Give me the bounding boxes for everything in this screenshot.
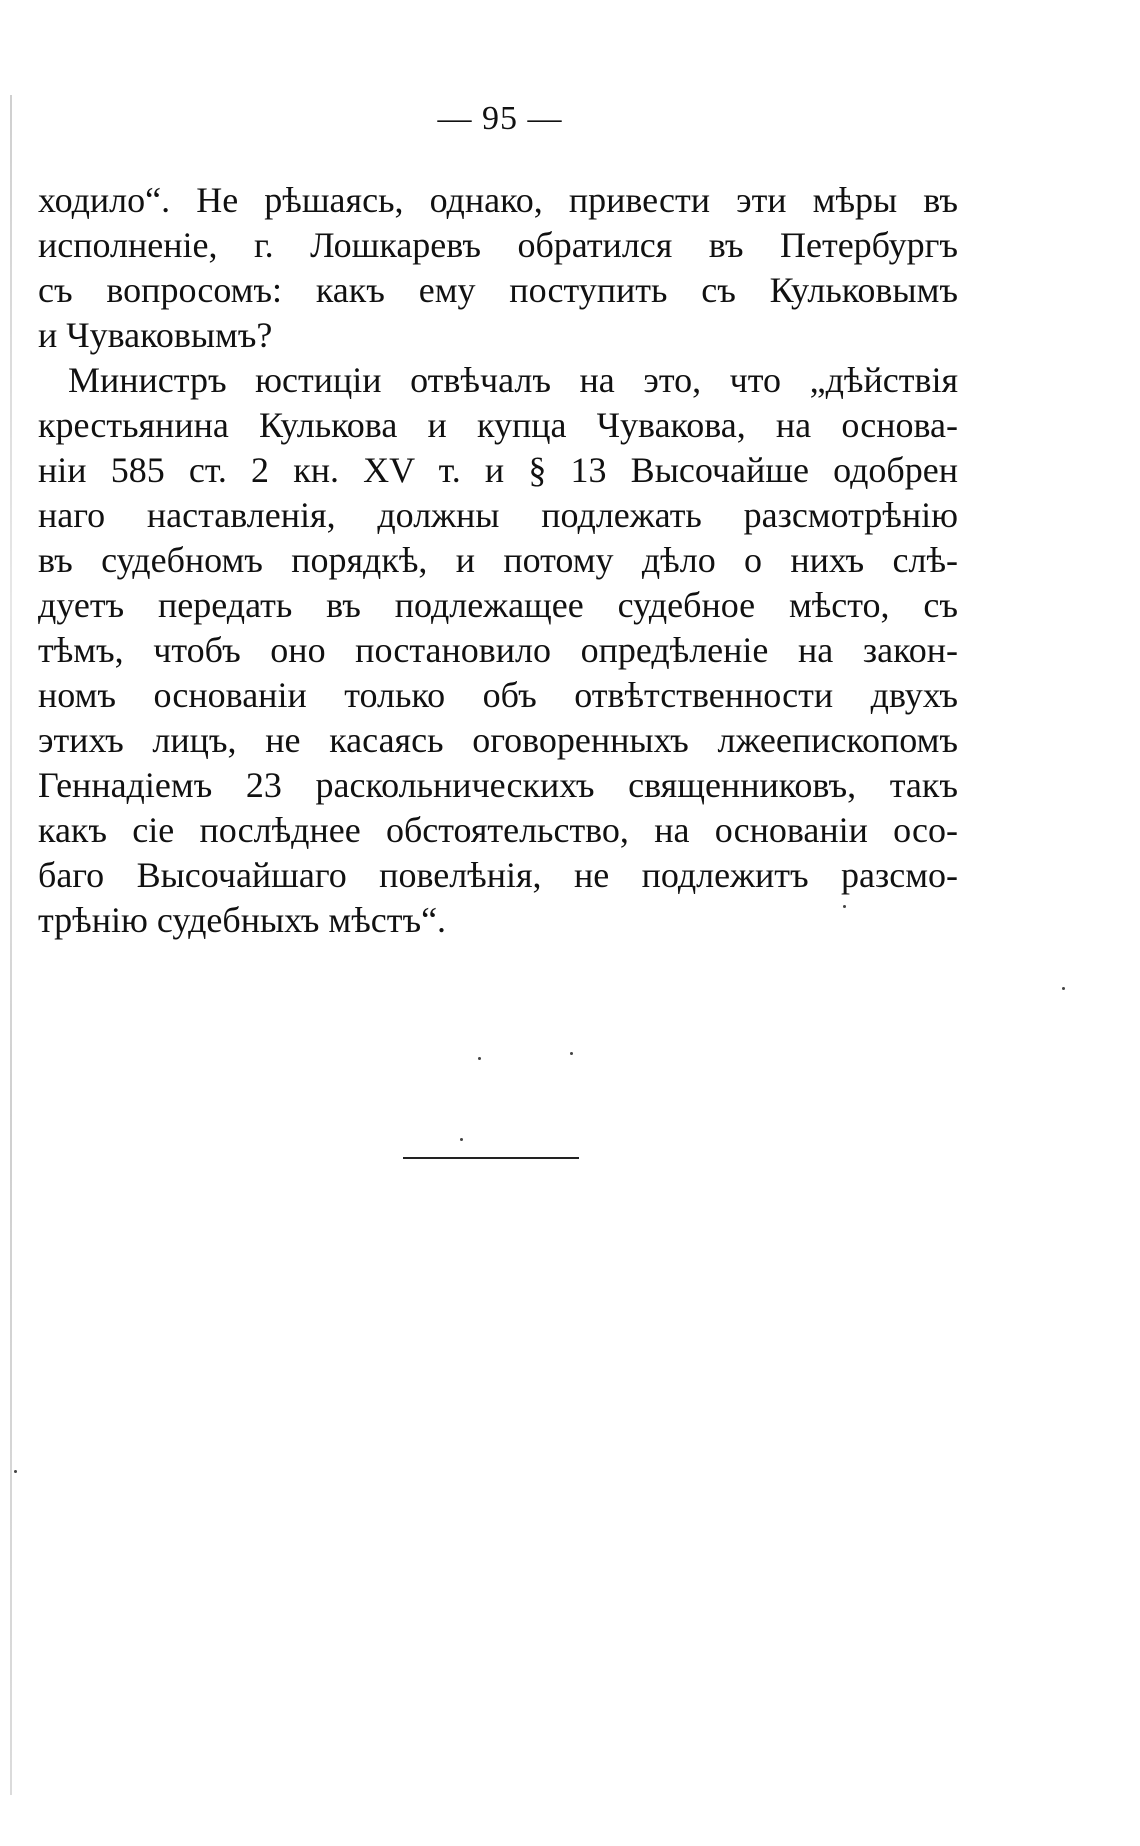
text-line: этихъ лицъ, не касаясь оговоренныхъ лжеепископомъ: [38, 720, 958, 760]
text-line: баго Высочайшаго повелѣнія, не подлежитъ разсмо-: [38, 855, 958, 895]
text-line: крестьянина Кулькова и купца Чувакова, на основа-: [38, 405, 958, 445]
text-line: исполненіе, г. Лошкаревъ обратился въ Петербургъ: [38, 225, 958, 265]
text-line: трѣнію судебныхъ мѣстъ“.: [38, 900, 447, 940]
page-edge-shadow: [10, 95, 12, 1795]
text-line: и Чуваковымъ?: [38, 315, 273, 355]
print-speck: [14, 1470, 17, 1473]
text-line: ніи 585 ст. 2 кн. XV т. и § 13 Высочайше одобрен: [38, 450, 958, 490]
text-line: ходило“. Не рѣшаясь, однако, привести эти мѣры въ: [38, 180, 958, 220]
print-speck: [478, 1057, 481, 1060]
print-speck: [843, 905, 846, 908]
text-line: съ вопросомъ: какъ ему поступить съ Кульковымъ: [38, 270, 958, 310]
page-number: — 95 —: [437, 100, 563, 137]
text-line: Министръ юстиціи отвѣчалъ на это, что „дѣйствія: [68, 360, 958, 400]
text-line: Геннадіемъ 23 раскольническихъ священниковъ, такъ: [38, 765, 958, 805]
print-speck: [460, 1138, 463, 1141]
print-speck: [1062, 987, 1065, 990]
end-rule: [403, 1157, 579, 1159]
text-line: дуетъ передать въ подлежащее судебное мѣсто, съ: [38, 585, 958, 625]
print-speck: [570, 1052, 573, 1055]
text-line: въ судебномъ порядкѣ, и потому дѣло о нихъ слѣ-: [38, 540, 958, 580]
text-line: какъ сіе послѣднее обстоятельство, на основаніи осо-: [38, 810, 958, 850]
body-text: [38, 178, 958, 943]
text-line: тѣмъ, чтобъ оно постановило опредѣленіе на закон-: [38, 630, 958, 670]
text-line: наго наставленія, должны подлежать разсмотрѣнію: [38, 495, 958, 535]
text-line: номъ основаніи только объ отвѣтственности двухъ: [38, 675, 958, 715]
